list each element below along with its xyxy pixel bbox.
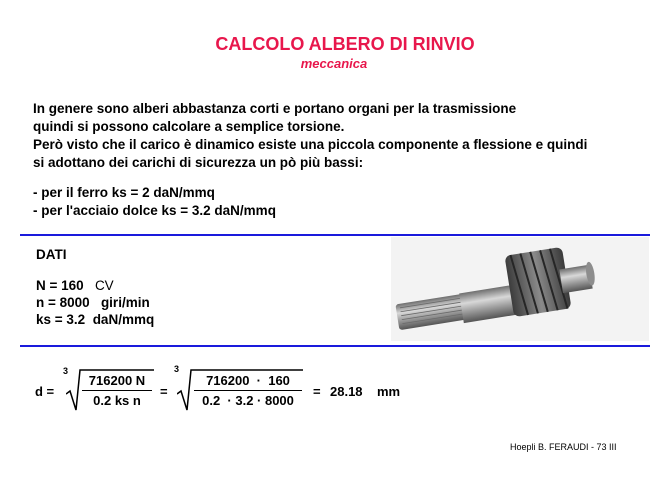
dati-unit: daN/mmq <box>92 312 155 327</box>
fraction-denominator: 0.2 ks n <box>93 393 141 408</box>
gear-shaft-photo <box>391 237 649 341</box>
dati-row-stress <box>36 311 154 328</box>
intro-line: Però visto che il carico è dinamico esiste una piccola componente a flessione e quindi <box>33 137 588 152</box>
page-subtitle: meccanica <box>300 56 368 71</box>
fraction-numerator: 716200 · 160 <box>194 373 302 391</box>
divider-top <box>20 234 650 236</box>
dati-row-power <box>36 277 154 294</box>
fraction-numeric <box>194 373 302 408</box>
formula-lhs: d = <box>35 384 55 399</box>
intro-line: si adottano dei carichi di sicurezza un pò più bassi: <box>33 155 364 170</box>
fraction-denominator: 0.2 · 3.2 · 8000 <box>202 393 294 408</box>
intro-paragraph <box>33 100 663 172</box>
footer-credit: Hoepli B. FERAUDI - 73 III <box>510 442 617 452</box>
intro-line: quindi si possono calcolare a semplice torsione. <box>33 119 345 134</box>
safety-value-iron: - per il ferro ks = 2 daN/mmq <box>33 185 215 200</box>
dati-label: n = 8000 <box>36 295 90 310</box>
fraction-numerator: 716200 N <box>82 373 152 391</box>
dati-label: ks = 3.2 <box>36 312 86 327</box>
fraction-symbolic <box>82 373 152 408</box>
dati-label: N = 160 <box>36 278 84 293</box>
root-index: 3 <box>174 364 180 374</box>
dati-list <box>36 277 154 328</box>
dati-unit: CV <box>94 278 114 293</box>
formula-result: 28.18 <box>330 384 363 399</box>
page-title: CALCOLO ALBERO DI RINVIO <box>215 34 475 54</box>
dati-row-speed <box>36 294 154 311</box>
dati-unit: giri/min <box>100 295 150 310</box>
formula-equals: = <box>313 384 321 399</box>
intro-line: In genere sono alberi abbastanza corti e portano organi per la trasmissione <box>33 101 517 116</box>
formula-equals: = <box>160 384 168 399</box>
dati-heading: DATI <box>36 247 67 262</box>
safety-values-list <box>33 184 276 220</box>
formula-result-unit: mm <box>377 384 401 399</box>
root-index: 3 <box>63 366 69 376</box>
safety-value-steel: - per l'acciaio dolce ks = 3.2 daN/mmq <box>33 203 276 218</box>
divider-bottom <box>20 345 650 347</box>
